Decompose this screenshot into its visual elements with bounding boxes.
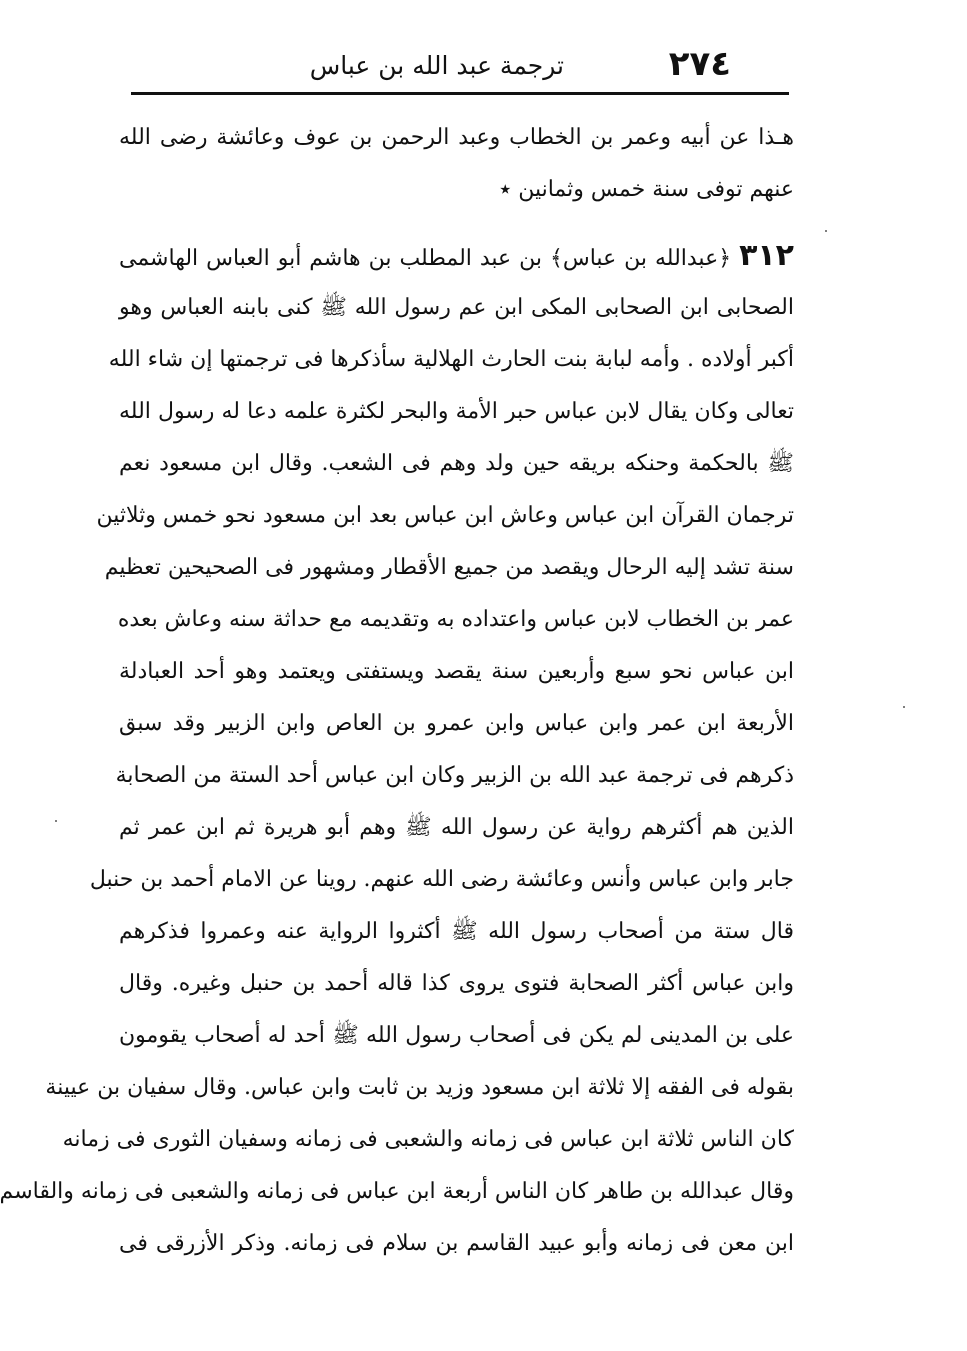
text-line: الأربعة ابن عمر وابن عباس وابن عمرو بن العاص وابن الزبير وقد سبق: [119, 711, 794, 736]
text-line: عمر بن الخطاب لابن عباس واعتداده به وتقديمه مع حداثة سنه وعاش بعده: [117, 607, 794, 632]
text-line: على بن المدينى لم يكن فى أصحاب رسول الله ﷺ أحد له أصحاب يقومون: [119, 1023, 794, 1048]
text-line: ﷺ بالحكمة وحنكه بريقه حين ولد وهم فى الشعب. وقال ابن مسعود نعم: [119, 451, 794, 476]
page-number: ٢٧٤: [668, 44, 731, 84]
scan-speck: [55, 820, 57, 822]
text-line: قال ستة من أصحاب رسول الله ﷺ أكثروا الرواية عنه وعمروا فذكرهم: [119, 919, 794, 944]
text-line: بقوله فى الفقه إلا ثلاثة ابن مسعود وزيد بن ثابت وابن عباس. وقال سفيان بن عيينة: [45, 1075, 794, 1100]
scan-speck: [825, 230, 827, 232]
text-line: تعالى وكان يقال لابن عباس حبر الأمة والبحر لكثرة علمه دعا له رسول الله: [119, 399, 794, 424]
text-line: ﴿عبدالله بن عباس﴾ بن عبد المطلب بن هاشم أبو العباس الهاشمى: [119, 246, 732, 271]
text-line: ذكرهم فى ترجمة عبد الله بن الزبير وكان ابن عباس أحد الستة من الصحابة: [115, 763, 794, 788]
body-text: [0, 112, 794, 1270]
text-line: ابن معن فى زمانه وأبو عبيد القاسم بن سلام فى زمانه. وذكر الأزرقى فى: [119, 1231, 794, 1256]
text-line: الصحابى ابن الصحابى المكى ابن عم رسول الله ﷺ كنى بابنه العباس وهو: [119, 295, 794, 320]
paragraph-gap: [119, 216, 794, 230]
entry-number: ٣١٢: [739, 238, 794, 273]
entry-first-line: [119, 230, 794, 282]
text-line: جابر وابن عباس وأنس وعائشة رضى الله عنهم. روينا عن الامام أحمد بن حنبل: [89, 867, 794, 892]
page-header: [129, 42, 789, 86]
running-title: ترجمة عبد الله بن عباس: [309, 51, 564, 80]
scan-speck: [903, 706, 905, 708]
text-line: أكبر أولاده . وأمه لبابة بنت الحارث الهلالية سأذكرها فى ترجمتها إن شاء الله: [108, 347, 794, 372]
text-line: ترجمان القرآن ابن عباس وعاش ابن عباس بعد ابن مسعود نحو خمس وثلاثين: [96, 503, 794, 528]
text-line: الذين هم أكثرهم رواية عن رسول الله ﷺ وهم أبو هريرة ثم ابن عمر ثم: [119, 815, 794, 840]
text-line: وقال عبدالله بن طاهر كان الناس أربعة ابن عباس فى زمانه والشعبى فى زمانه والقاسم: [0, 1179, 794, 1204]
text-line: ابن عباس نحو سبع وأربعين سنة يقصد ويستفتى ويعتمد وهو أحد العبادلة: [119, 659, 794, 684]
text-line: كان الناس ثلاثة ابن عباس فى زمانه والشعبى فى زمانه وسفيان الثورى فى زمانه: [62, 1127, 794, 1152]
text-line: هـذا عن أبيه وعمر بن الخطاب وعبد الرحمن بن عوف وعائشة رضى الله: [119, 125, 794, 150]
text-line: وابن عباس أكثر الصحابة فتوى يروى كذا قاله أحمد بن حنبل وغيره. وقال: [119, 971, 794, 996]
text-line: سنة تشد إليه الرحال ويقصد من جميع الأقطار ومشهور فى الصحيحين تعظيم: [104, 555, 794, 580]
header-rule: [131, 92, 789, 95]
text-line: عنهم توفى سنة خمس وثمانين ٭: [499, 177, 794, 202]
